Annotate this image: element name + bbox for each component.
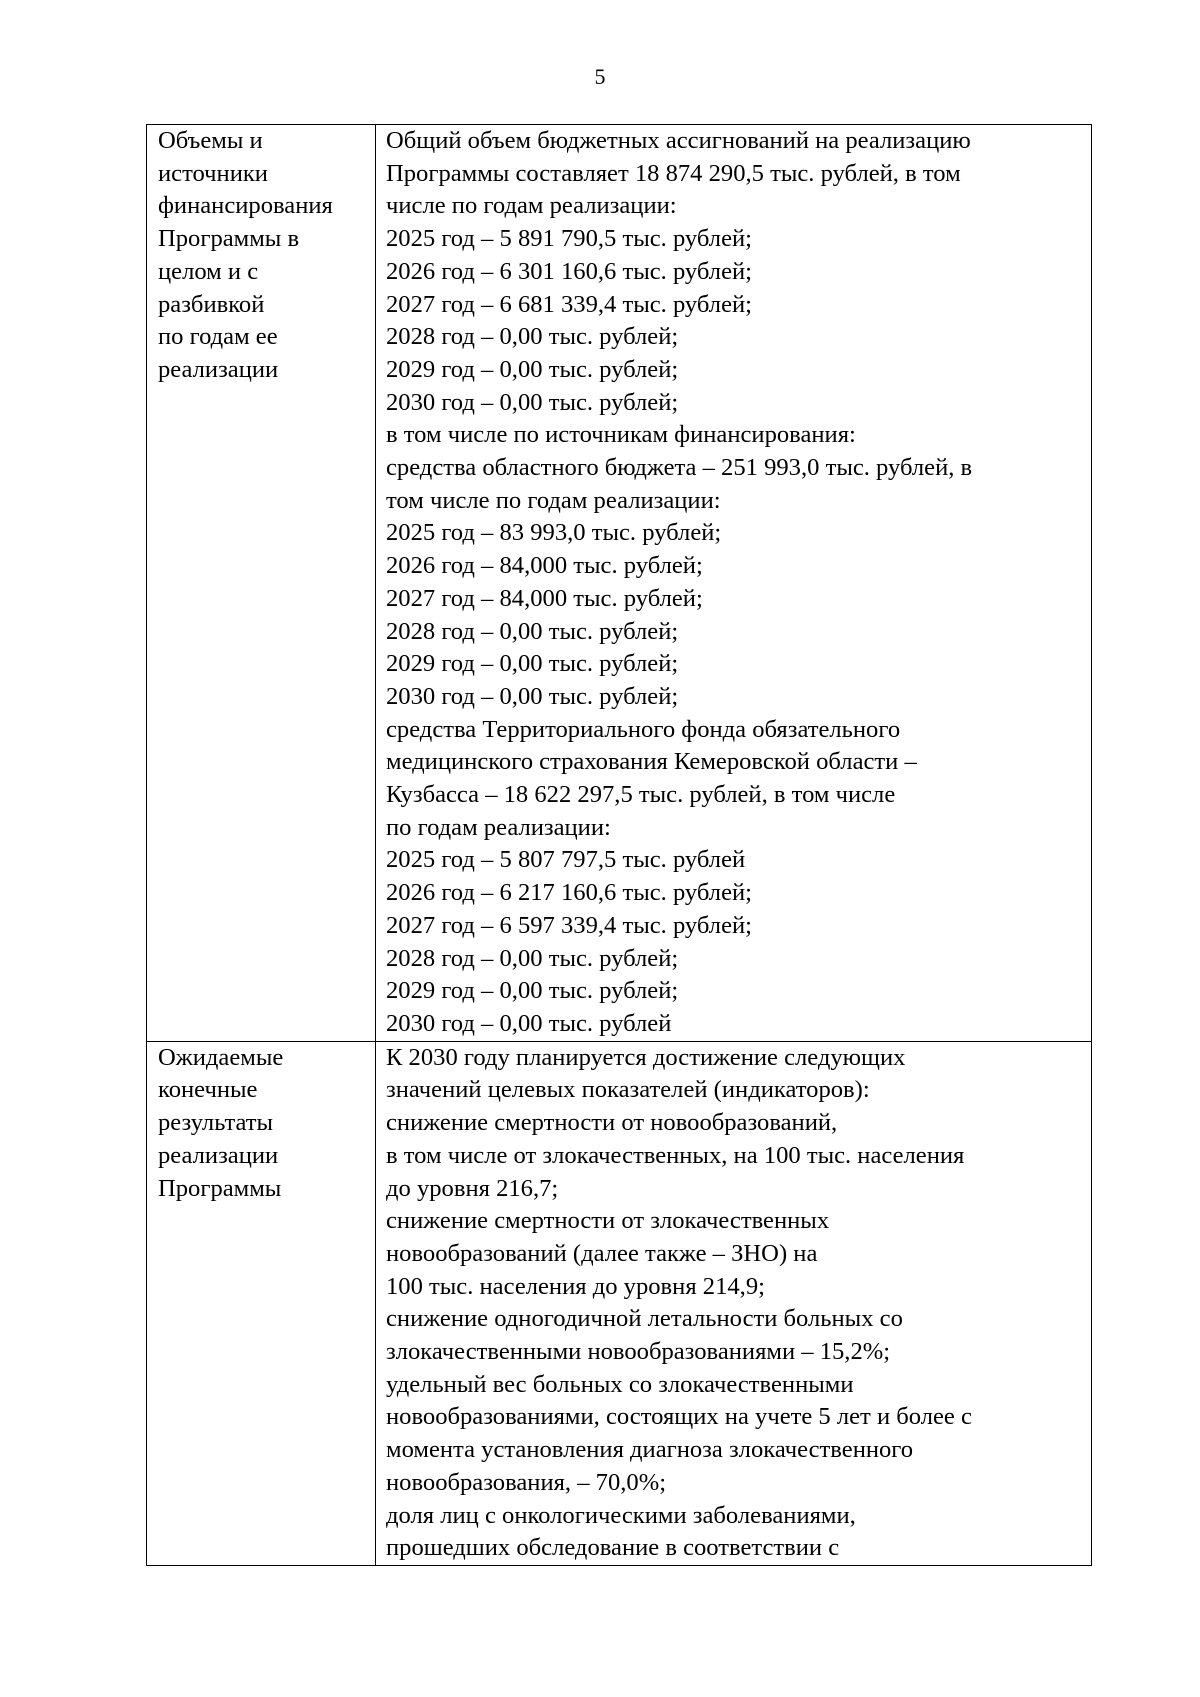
row-content-line: Общий объем бюджетных ассигнований на реализацию <box>386 127 971 154</box>
table-row <box>147 125 1092 1042</box>
row-content-line: 2028 год – 0,00 тыс. рублей; <box>386 944 679 972</box>
row-label-cell <box>147 1041 376 1565</box>
row-content-line: числе по годам реализации: <box>386 192 677 220</box>
row-content-line: 2028 год – 0,00 тыс. рублей; <box>386 617 679 645</box>
row-content-cell <box>376 1041 1092 1565</box>
row-content-line: 2030 год – 0,00 тыс. рублей; <box>386 388 679 416</box>
row-label-line: Программы <box>158 1174 282 1202</box>
row-label-line: целом и с <box>158 257 259 285</box>
row-content-line: до уровня 216,7; <box>386 1174 559 1202</box>
row-content-line: прошедших обследование в соответствии с <box>386 1534 840 1562</box>
row-content-line: новообразований (далее также – ЗНО) на <box>386 1239 818 1267</box>
row-content-line: Программы составляет 18 874 290,5 тыс. рублей, в том <box>386 159 961 187</box>
row-content-line: средства Территориального фонда обязательного <box>386 715 901 743</box>
row-content-line: 2027 год – 84,000 тыс. рублей; <box>386 584 703 612</box>
row-content-line: момента установления диагноза злокачественного <box>386 1436 914 1464</box>
row-content-line: медицинского страхования Кемеровской области – <box>386 748 917 776</box>
row-content-line: в том числе от злокачественных, на 100 тыс. населения <box>386 1141 965 1169</box>
row-content-line: новообразования, – 70,0%; <box>386 1468 667 1496</box>
row-content-line: в том числе по источникам финансирования: <box>386 421 856 449</box>
row-content-line: значений целевых показателей (индикаторов): <box>386 1076 870 1104</box>
row-content-cell <box>376 125 1092 1042</box>
table-body <box>147 125 1092 1566</box>
row-content-line: 2027 год – 6 597 339,4 тыс. рублей; <box>386 911 752 939</box>
row-label-line: источники <box>158 159 268 187</box>
row-content-line: К 2030 году планируется достижение следующих <box>386 1043 906 1071</box>
row-content-line: 2025 год – 5 807 797,5 тыс. рублей <box>386 846 746 874</box>
row-label-line: Объемы и <box>158 127 263 154</box>
row-content-line: средства областного бюджета – 251 993,0 тыс. рублей, в <box>386 454 973 482</box>
row-content-line: 2026 год – 6 217 160,6 тыс. рублей; <box>386 879 752 907</box>
row-content-line: 100 тыс. населения до уровня 214,9; <box>386 1272 765 1300</box>
row-content-line: злокачественными новообразованиями – 15,2%; <box>386 1338 891 1366</box>
row-content-line: 2026 год – 84,000 тыс. рублей; <box>386 552 703 580</box>
row-content-line: 2028 год – 0,00 тыс. рублей; <box>386 323 679 351</box>
row-content-line: снижение смертности от злокачественных <box>386 1207 830 1235</box>
row-content-line: новообразованиями, состоящих на учете 5 лет и более с <box>386 1403 972 1431</box>
row-content-line: 2025 год – 5 891 790,5 тыс. рублей; <box>386 225 752 253</box>
row-label-line: разбивкой <box>158 290 265 318</box>
row-content-line: 2025 год – 83 993,0 тыс. рублей; <box>386 519 722 547</box>
row-label-line: реализации <box>158 355 279 383</box>
page-number: 5 <box>594 64 606 89</box>
row-label-line: Ожидаемые <box>158 1043 284 1071</box>
row-content-line: 2029 год – 0,00 тыс. рублей; <box>386 977 679 1005</box>
row-content-line: снижение смертности от новообразований, <box>386 1109 838 1137</box>
row-content-line: 2026 год – 6 301 160,6 тыс. рублей; <box>386 257 752 285</box>
row-content-line: том числе по годам реализации: <box>386 486 721 514</box>
row-label-line: результаты <box>158 1109 274 1137</box>
row-content-line: удельный вес больных со злокачественными <box>386 1370 854 1398</box>
row-content-line: снижение одногодичной летальности больных со <box>386 1305 903 1333</box>
row-content-line: 2027 год – 6 681 339,4 тыс. рублей; <box>386 290 752 318</box>
program-passport-table <box>146 124 1092 1566</box>
row-label-line: конечные <box>158 1076 258 1104</box>
row-content-line: 2030 год – 0,00 тыс. рублей <box>386 1009 672 1037</box>
row-content-line: доля лиц с онкологическими заболеваниями, <box>386 1501 856 1529</box>
row-content-line: 2029 год – 0,00 тыс. рублей; <box>386 355 679 383</box>
row-label-line: финансирования <box>158 192 333 220</box>
row-label-cell <box>147 125 376 1042</box>
row-label-line: Программы в <box>158 225 300 253</box>
table-row <box>147 1041 1092 1565</box>
row-content-line: 2029 год – 0,00 тыс. рублей; <box>386 650 679 678</box>
row-content-line: по годам реализации: <box>386 813 611 841</box>
row-content-line: Кузбасса – 18 622 297,5 тыс. рублей, в том числе <box>386 781 896 809</box>
row-label-line: по годам ее <box>158 323 278 351</box>
row-label-line: реализации <box>158 1141 279 1169</box>
row-content-line: 2030 год – 0,00 тыс. рублей; <box>386 682 679 710</box>
